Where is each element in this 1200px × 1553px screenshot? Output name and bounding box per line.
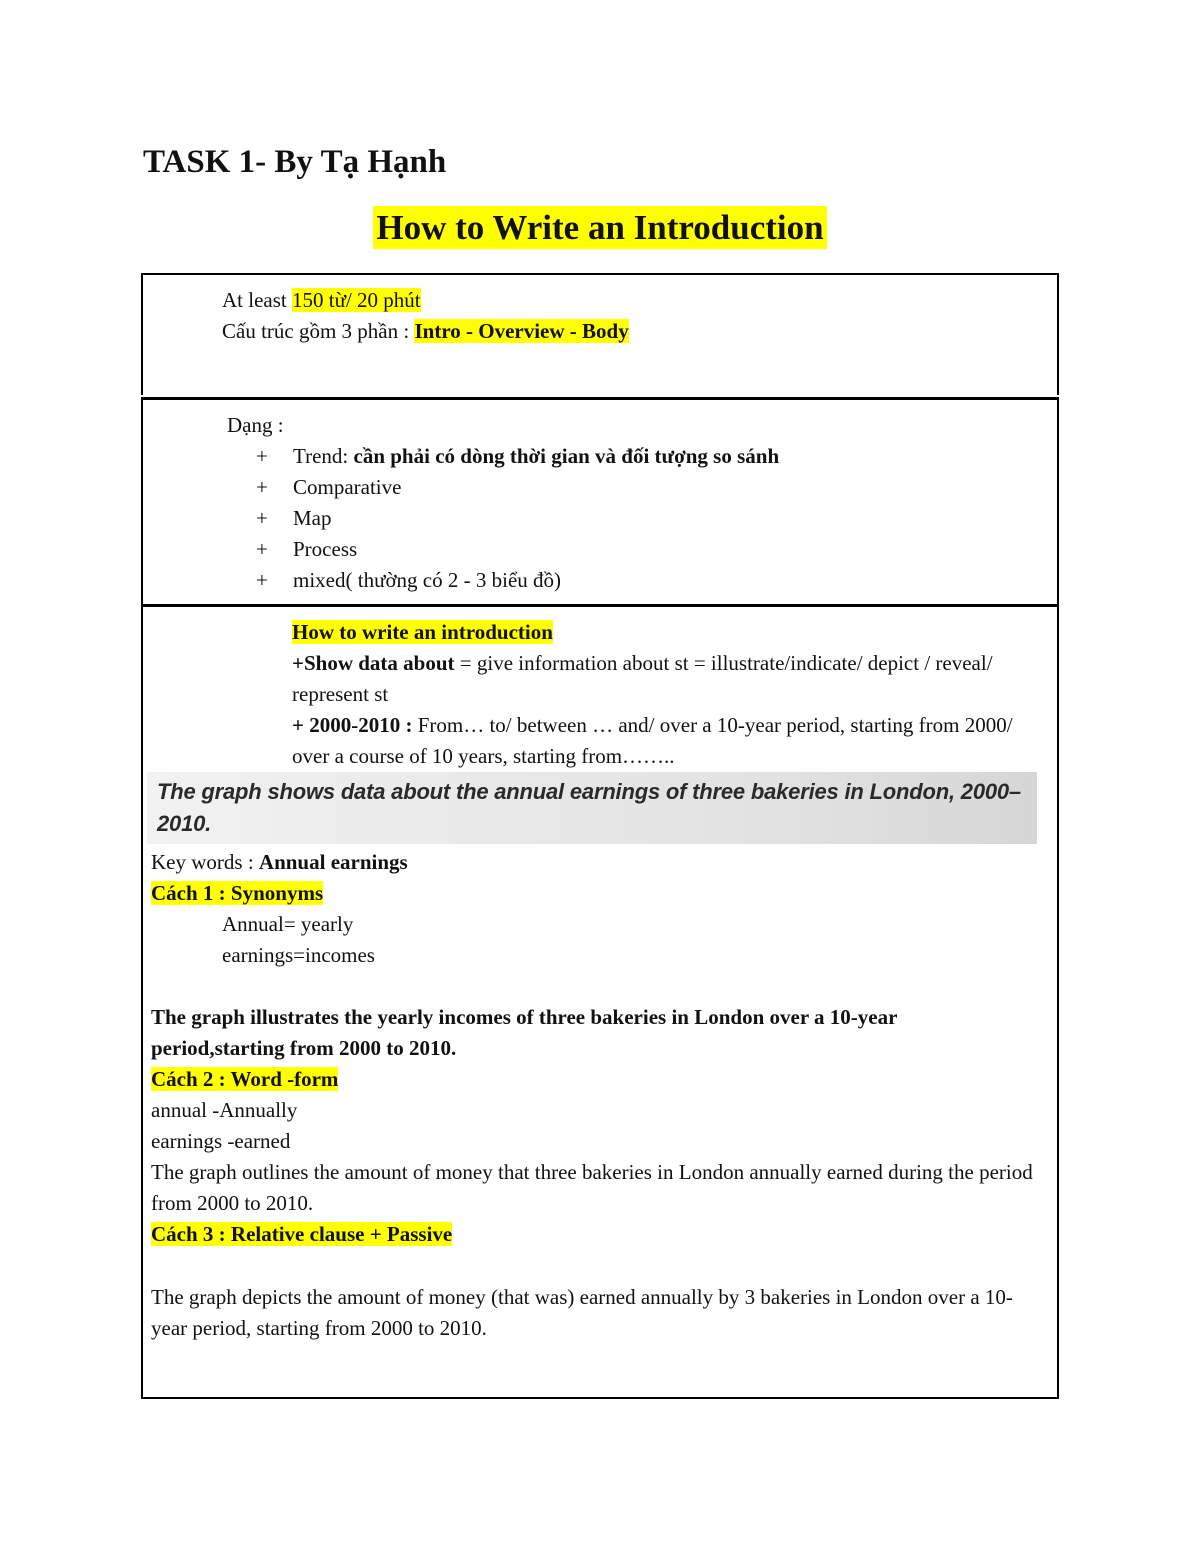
- example-3: The graph depicts the amount of money (that was) earned annually by 3 bakeries in London over a 10- year period, starting from 2000 to 2010.: [151, 1285, 1013, 1340]
- example-1: The graph illustrates the yearly incomes of three bakeries in London over a 10-year period,starting from 2000 to 2010.: [151, 1005, 898, 1060]
- bullet: +: [256, 506, 268, 530]
- show-data-text: = give information about st = illustrate/indicate/ depict / reveal/ represent st: [292, 651, 993, 706]
- method-2-line: [151, 1064, 338, 1095]
- bullet: +: [256, 444, 268, 468]
- method-2-heading: Cách 2 : Word -form: [151, 1067, 339, 1091]
- word-limit-prefix: At least: [222, 288, 292, 312]
- trend-description: cần phải có dòng thời gian và đối tượng so sánh: [353, 444, 780, 468]
- method-3-line: [151, 1219, 452, 1250]
- word-form-2: earnings -earned: [151, 1129, 291, 1153]
- keywords-prefix: Key words :: [151, 850, 259, 874]
- type-item: [256, 565, 561, 596]
- type-item-label: Map: [293, 506, 332, 530]
- trend-label: Trend:: [293, 444, 354, 468]
- main-title: [0, 205, 1200, 251]
- word-limit-value: 150 từ/ 20 phút: [291, 288, 421, 312]
- years-label: + 2000-2010 :: [292, 713, 413, 737]
- bullet: +: [256, 475, 268, 499]
- word-form-1: annual -Annually: [151, 1098, 298, 1122]
- bullet: +: [256, 568, 268, 592]
- task-title: TASK 1- By Tạ Hạnh: [143, 144, 447, 180]
- years-note: [292, 710, 1044, 772]
- word-limit-line: [222, 285, 421, 316]
- synonym-1: Annual= yearly: [222, 912, 354, 936]
- keywords-line: [151, 847, 408, 878]
- show-data-label: +Show data about: [292, 651, 455, 675]
- type-item-label: Comparative: [293, 475, 402, 499]
- method-1-heading: Cách 1 : Synonyms: [151, 881, 324, 905]
- show-data-note: [292, 648, 1044, 710]
- type-item: [256, 534, 357, 565]
- type-item-trend: [256, 441, 779, 472]
- bullet: +: [256, 537, 268, 561]
- types-heading: Dạng :: [227, 413, 284, 437]
- intro-heading: [292, 617, 553, 648]
- structure-prefix: Cấu trúc gồm 3 phần :: [222, 319, 415, 343]
- type-item-label: Process: [293, 537, 358, 561]
- structure-line: [222, 316, 629, 347]
- synonym-2: earnings=incomes: [222, 943, 375, 967]
- intro-heading-text: How to write an introduction: [292, 620, 553, 644]
- method-1-line: [151, 878, 323, 909]
- keywords-value: Annual earnings: [258, 850, 408, 874]
- years-text: From… to/ between … and/ over a 10-year period, starting from 2000/ over a course of 10 years, starting from……..: [292, 713, 1013, 768]
- method-3-heading: Cách 3 : Relative clause + Passive: [151, 1222, 453, 1246]
- example-2: The graph outlines the amount of money that three bakeries in London annually earned during the period from 2000 to 2010.: [151, 1160, 1033, 1215]
- structure-value: Intro - Overview - Body: [414, 319, 629, 343]
- type-item: [256, 503, 332, 534]
- type-item: [256, 472, 401, 503]
- type-item-label: mixed( thường có 2 - 3 biểu đồ): [293, 568, 562, 592]
- main-title-text: How to Write an Introduction: [373, 206, 826, 249]
- question-text: The graph shows data about the annual earnings of three bakeries in London, 2000–2010.: [157, 779, 1021, 836]
